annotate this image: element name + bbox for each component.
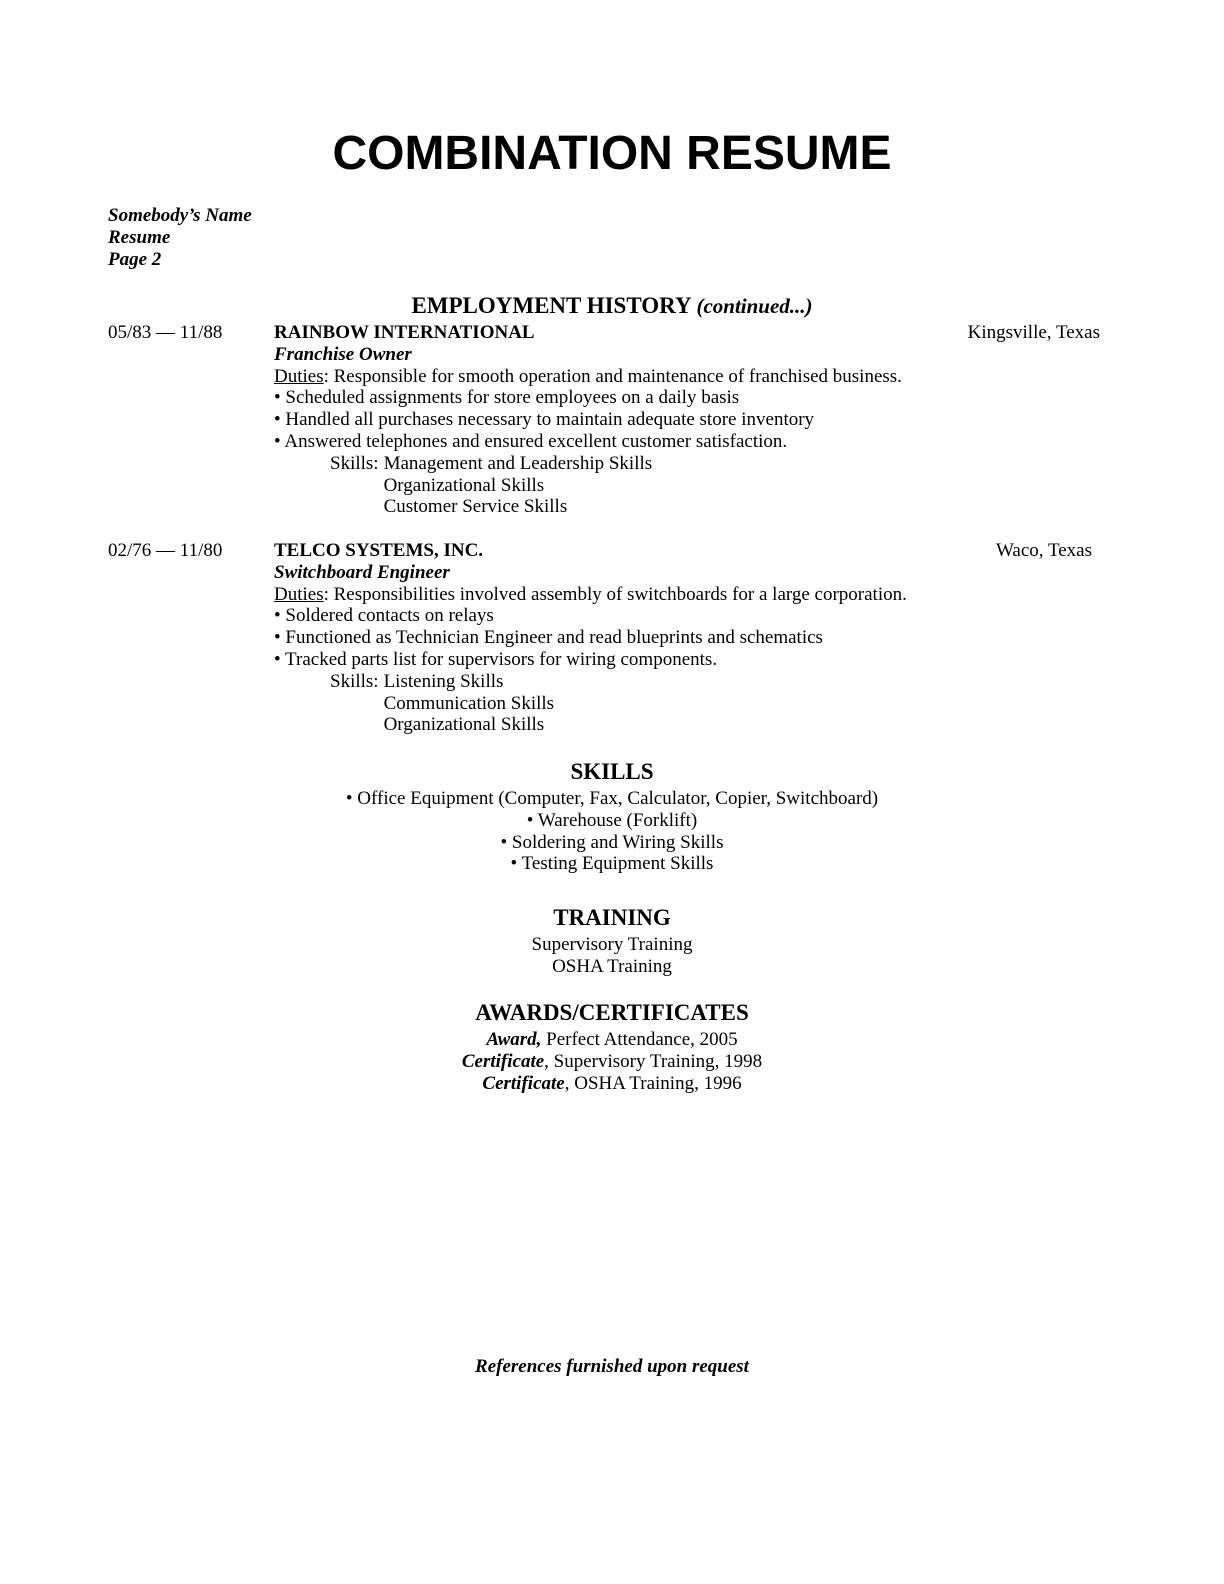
awards-heading: AWARDS/CERTIFICATES [475, 1000, 749, 1025]
skill-bullet: • Soldering and Wiring Skills [500, 831, 724, 853]
page-number: Page 2 [108, 249, 162, 270]
award-detail: , Supervisory Training, 1998 [544, 1050, 763, 1072]
skills-section-list [0, 788, 1224, 875]
skill-item: Customer Service Skills [383, 496, 568, 518]
skills-list [379, 671, 554, 736]
job-details [274, 540, 974, 736]
job-duties [274, 584, 974, 606]
training-item: OSHA Training [552, 955, 672, 977]
job-title: Switchboard Engineer [274, 561, 450, 583]
skill-item: Listening Skills [383, 670, 504, 692]
employment-heading-text: EMPLOYMENT HISTORY [411, 293, 691, 318]
duty-bullet: • Functioned as Technician Engineer and read blueprints and schematics [274, 627, 823, 649]
training-heading: TRAINING [553, 905, 671, 930]
job-details [274, 322, 974, 518]
award-type: Award, [486, 1029, 542, 1050]
duties-text: : Responsible for smooth operation and maintenance of franchised business. [323, 365, 902, 387]
skill-bullet: • Office Equipment (Computer, Fax, Calculator, Copier, Switchboard) [345, 788, 879, 809]
award-type: Certificate [461, 1050, 545, 1072]
award-type: Certificate [482, 1072, 565, 1094]
skills-list [379, 453, 653, 518]
document-title: COMBINATION RESUME [332, 127, 892, 180]
duty-bullet: • Handled all purchases necessary to maintain adequate store inventory [274, 409, 815, 431]
training-item: Supervisory Training [531, 934, 693, 955]
duty-bullet: • Scheduled assignments for store employees on a daily basis [274, 387, 740, 409]
job-location: Waco, Texas [996, 540, 1092, 561]
job-title: Franchise Owner [274, 343, 412, 365]
employment-history-heading [0, 293, 1224, 319]
job-dates: 05/83 — 11/88 [108, 322, 223, 343]
duty-bullet: • Answered telephones and ensured excellent customer satisfaction. [274, 430, 788, 452]
award-detail: Perfect Attendance, 2005 [541, 1029, 738, 1050]
award-item [0, 1051, 1224, 1073]
skill-bullet: • Testing Equipment Skills [510, 853, 714, 875]
skills-label: Skills: [330, 670, 379, 692]
document-label: Resume [108, 227, 171, 248]
award-item [0, 1029, 1224, 1051]
duties-label: Duties [274, 583, 324, 605]
job-company: TELCO SYSTEMS, INC. [274, 540, 484, 561]
employment-heading-suffix: (continued...) [696, 294, 813, 318]
duties-text: : Responsibilities involved assembly of switchboards for a large corporation. [323, 583, 907, 605]
skills-heading: SKILLS [570, 759, 654, 784]
award-item [0, 1073, 1224, 1095]
page-header [108, 205, 252, 271]
training-list [0, 934, 1224, 978]
duties-label: Duties [274, 365, 324, 387]
duty-bullet: • Soldered contacts on relays [274, 605, 494, 627]
duty-bullet: • Tracked parts list for supervisors for wiring components. [274, 648, 718, 670]
skills-label: Skills: [330, 452, 379, 474]
applicant-name: Somebody’s Name [108, 205, 252, 226]
job-skills [274, 453, 974, 518]
job-dates: 02/76 — 11/80 [108, 540, 223, 561]
references-note: References furnished upon request [475, 1356, 749, 1377]
skill-item: Organizational Skills [383, 474, 545, 496]
skill-item: Management and Leadership Skills [383, 452, 653, 474]
job-skills [274, 671, 974, 736]
job-location: Kingsville, Texas [967, 322, 1100, 343]
job-duties [274, 366, 974, 388]
skill-bullet: • Warehouse (Forklift) [526, 809, 698, 831]
skill-item: Organizational Skills [383, 714, 545, 736]
awards-list [0, 1029, 1224, 1094]
skill-item: Communication Skills [383, 692, 555, 714]
job-company: RAINBOW INTERNATIONAL [274, 322, 535, 343]
award-detail: , OSHA Training, 1996 [564, 1072, 742, 1094]
